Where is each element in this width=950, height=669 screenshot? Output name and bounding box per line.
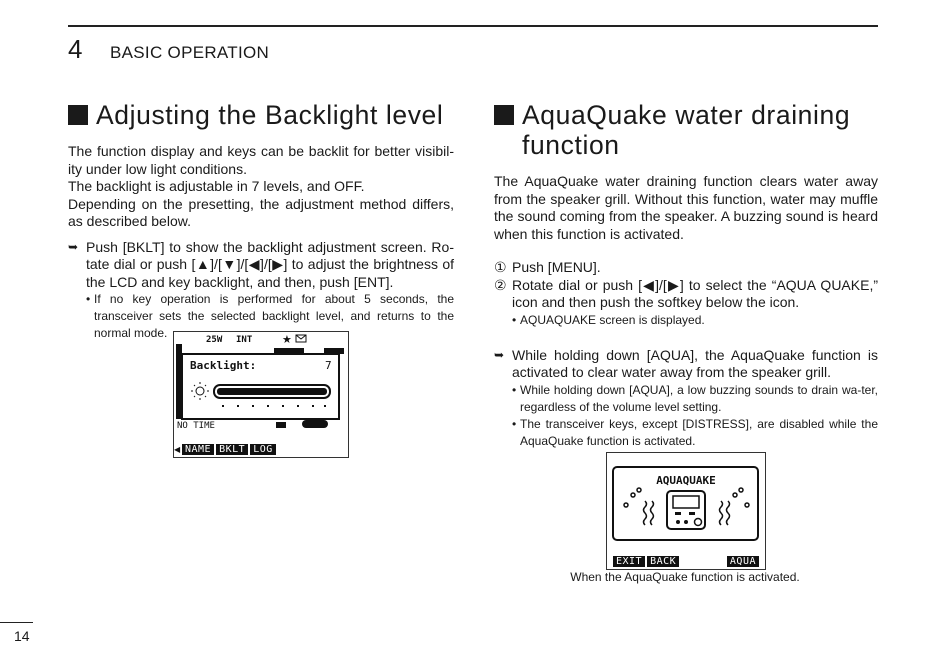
aquaquake-section: [494, 100, 878, 450]
screen-title: AQUAQUAKE: [656, 474, 716, 487]
softkey-bar: [613, 556, 679, 567]
step-text: Push [MENU].: [512, 259, 601, 275]
note-text: AQUAQUAKE screen is displayed.: [520, 312, 705, 327]
figure-caption: When the AquaQuake function is activated.: [570, 570, 800, 584]
header-rule: [68, 25, 878, 27]
note: • If no key operation is performed for about 5 seconds, the transceiver sets the selected backlight level, and returns to the normal mode.: [86, 292, 454, 340]
softkey-bar: [182, 444, 276, 455]
numbered-step: [494, 277, 878, 312]
intro-paragraph: The AquaQuake water draining function clears water away from the speaker grill. Without this function, water may muffle the sound coming from the speaker. A buzzing sound is heard when this function is activated.: [494, 173, 878, 242]
footer-rule: [0, 622, 33, 623]
square-bullet-icon: [494, 105, 514, 125]
note-text: If no key operation is performed for about 5 seconds, the transceiver sets the selected backlight level, and returns to the normal mode.: [94, 292, 454, 340]
softkey-bar-right: [727, 556, 759, 567]
left-scroll-icon: ◀: [174, 445, 181, 454]
note-text: While holding down [AQUA], a low buzzing sounds to drain wa-ter, regardless of the volume level setting.: [520, 382, 878, 414]
step-number: ②: [494, 276, 507, 293]
backlight-section: [68, 100, 454, 342]
note-text: The transceiver keys, except [DISTRESS], are disabled while the AquaQuake function is activated.: [520, 416, 878, 448]
square-bullet-icon: [68, 105, 88, 125]
screen-graphics: [174, 332, 348, 457]
softkey-exit[interactable]: EXIT: [613, 556, 645, 567]
backlight-label: Backlight:: [190, 359, 257, 372]
star-icon: ★: [282, 334, 292, 346]
mode-readout: INT: [236, 335, 253, 345]
softkey-log[interactable]: LOG: [250, 444, 276, 455]
screen-graphics: [607, 453, 765, 569]
note: • AQUAQUAKE screen is displayed.: [512, 312, 878, 329]
step-number: ①: [494, 259, 507, 275]
backlight-level: 7: [325, 359, 332, 372]
no-time-text: NO TIME: [177, 421, 215, 431]
chapter-title: BASIC OPERATION: [110, 43, 270, 62]
paragraph: The function display and keys can be backlit for better visibil-ity under low light conditions.: [68, 143, 454, 177]
section-heading: [68, 100, 454, 130]
power-readout: 25W: [206, 335, 223, 345]
page-number: 14: [14, 628, 30, 644]
softkey-bklt[interactable]: BKLT: [216, 444, 248, 455]
softkey-aqua[interactable]: AQUA: [727, 556, 759, 567]
instruction-step: [494, 347, 878, 382]
paragraph: Depending on the presetting, the adjustment method differs, as described below.: [68, 195, 454, 229]
arrow-bullet-icon: ➥: [494, 347, 505, 362]
section-heading: [494, 100, 878, 160]
softkey-name[interactable]: NAME: [182, 444, 214, 455]
section-title: Adjusting the Backlight level: [96, 100, 444, 130]
step-text: Rotate dial or push [◀]/[▶] to select the “AQUA QUAKE,” icon and then push the softkey below the icon.: [512, 276, 878, 310]
note: • The transceiver keys, except [DISTRESS], are disabled while the AquaQuake function is activated.: [512, 416, 878, 448]
section-title: AquaQuake water draining function: [522, 100, 851, 160]
backlight-screen: [173, 331, 349, 458]
level-slider-fill: [217, 388, 327, 395]
note: • While holding down [AQUA], a low buzzing sounds to drain wa-ter, regardless of the volume level setting.: [512, 382, 878, 414]
step-text: While holding down [AQUA], the AquaQuake function is activated to clear water away from the speaker grill.: [512, 346, 878, 380]
radio-icon: [667, 491, 705, 529]
step-text: Push [BKLT] to show the backlight adjustment screen. Ro-tate dial or push [▲]/[▼]/[◀]/[▶] to adjust the brightness of the LCD and key backlight, and then, push [ENT].: [86, 238, 454, 290]
arrow-bullet-icon: ➥: [68, 239, 79, 254]
instruction-step: [68, 239, 454, 292]
chapter-number: 4: [68, 34, 83, 64]
paragraph: The backlight is adjustable in 7 levels, and OFF.: [68, 178, 365, 194]
numbered-step: [494, 259, 878, 277]
aquaquake-screen: [606, 452, 766, 570]
softkey-back[interactable]: BACK: [647, 556, 679, 567]
